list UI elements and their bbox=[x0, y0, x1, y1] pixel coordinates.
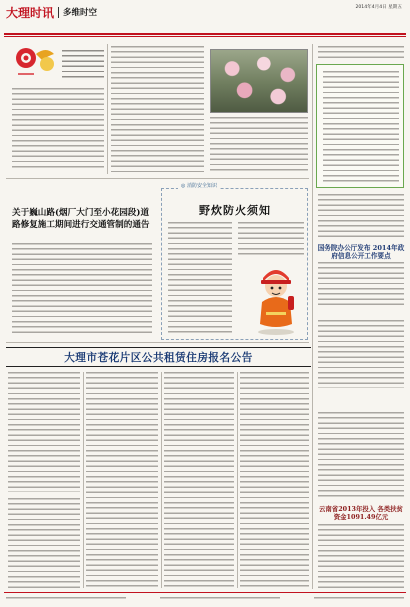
section-title: 多维时空 bbox=[63, 8, 98, 18]
column-divider bbox=[237, 372, 238, 588]
footer-text bbox=[6, 597, 126, 600]
right-article-title: 国务院办公厅发布 2014年政府信息公开工作要点 bbox=[317, 244, 405, 260]
fire-body-right bbox=[238, 222, 304, 258]
right-article-title: 云南省2013年投入 各类扶贫资金1091.49亿元 bbox=[319, 505, 403, 521]
text-block bbox=[323, 71, 399, 183]
rental-body-col bbox=[240, 372, 309, 588]
rental-body-col bbox=[164, 372, 234, 588]
rental-body-col bbox=[86, 372, 158, 588]
fire-section-tab: ◎ 消防安全知识 bbox=[178, 182, 220, 189]
text-block bbox=[62, 50, 104, 80]
masthead-divider bbox=[58, 7, 59, 18]
text-block bbox=[210, 117, 308, 172]
header-rule-thin bbox=[4, 36, 406, 37]
highlight-box bbox=[316, 64, 404, 188]
issue-date: 2014年4月4日 星期五 bbox=[355, 5, 402, 10]
text-block bbox=[12, 88, 104, 168]
text-block bbox=[318, 320, 404, 388]
masthead bbox=[6, 4, 97, 20]
blossom-photo bbox=[210, 49, 308, 113]
column-divider bbox=[107, 44, 108, 174]
text-block bbox=[111, 46, 204, 172]
rental-notice-title: 大理市苍花片区公共租赁住房报名公告 bbox=[64, 351, 253, 364]
notice-body bbox=[12, 243, 152, 335]
column-divider bbox=[161, 372, 162, 588]
text-block bbox=[318, 194, 404, 240]
footer-text bbox=[160, 597, 280, 600]
rental-body-col bbox=[8, 498, 80, 588]
firefighter-mascot-icon bbox=[248, 262, 304, 336]
rental-body-col bbox=[8, 372, 80, 492]
footer-text bbox=[314, 597, 404, 600]
rooster-logo-icon bbox=[12, 44, 60, 84]
text-block bbox=[318, 412, 404, 500]
header-rule bbox=[4, 33, 406, 35]
text-block bbox=[318, 262, 404, 306]
column-divider bbox=[312, 44, 313, 589]
section-divider bbox=[6, 178, 309, 179]
text-block bbox=[318, 524, 404, 588]
paper-title: 大理时讯 bbox=[6, 5, 55, 20]
section-divider bbox=[6, 342, 309, 343]
fire-safety-title: 野炊防火须知 bbox=[199, 204, 271, 217]
column-divider bbox=[83, 372, 84, 588]
rental-banner bbox=[6, 347, 311, 367]
traffic-notice-title: 关于巍山路(烟厂大门至小花园段)道路修复施工期间进行交通管制的通告 bbox=[12, 208, 150, 230]
fire-body-left bbox=[168, 222, 232, 334]
text-block bbox=[318, 46, 404, 60]
page-footer bbox=[4, 592, 406, 604]
